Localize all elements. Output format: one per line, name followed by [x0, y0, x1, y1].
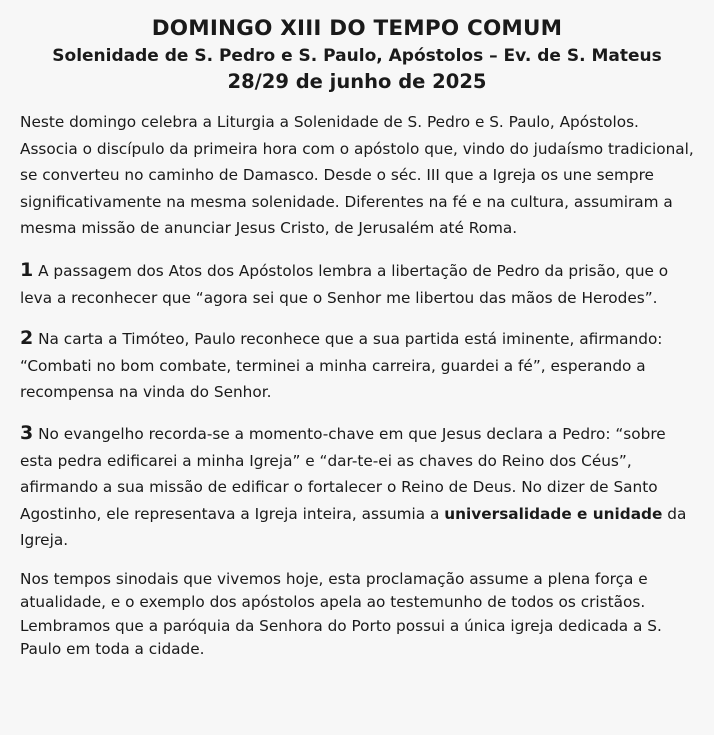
header [20, 15, 694, 95]
point-1 [20, 257, 694, 311]
point-text-emphasis: universalidade e unidade [444, 504, 663, 523]
page-title: DOMINGO XIII DO TEMPO COMUM [151, 16, 563, 41]
point-2 [20, 325, 694, 406]
point-text: No evangelho recorda-se a momento-chave em que Jesus declara a Pedro: “sobre esta pedra edificarei a minha Igreja” e “dar-te-ei as chaves do Reino dos Céus”, afirmando a sua missão de edificar o fortalecer o Reino de Deus. No dizer de Santo Agostinho, ele representava a Igreja inteira, assumia a [20, 424, 666, 523]
point-text: A passagem dos Atos dos Apóstolos lembra a libertação de Pedro da prisão, que o leva a reconhecer que “agora sei que o Senhor me libertou das mãos de Herodes”. [20, 261, 669, 307]
page-subtitle: Solenidade de S. Pedro e S. Paulo, Apóstolos – Ev. de S. Mateus [52, 46, 662, 66]
point-number: 2 [20, 327, 34, 350]
point-number: 1 [20, 258, 34, 281]
point-3 [20, 420, 694, 554]
point-text-end: da Igreja. [20, 504, 687, 550]
point-text: Na carta a Timóteo, Paulo reconhece que a sua partida está iminente, afirmando: “Combati no bom combate, terminei a minha carreira, guardei a fé”, esperando a recompensa na vinda do Senhor. [20, 330, 663, 402]
point-number: 3 [20, 421, 34, 444]
page-date: 28/29 de junho de 2025 [227, 70, 487, 93]
closing-paragraph: Nos tempos sinodais que vivemos hoje, esta proclamação assume a plena força e atualidade, e o exemplo dos apóstolos apela ao testemunho de todos os cristãos. Lembramos que a paróquia da Senhora do Porto possui a única igreja dedicada a S. Paulo em toda a cidade. [20, 569, 662, 659]
intro-paragraph: Neste domingo celebra a Liturgia a Solenidade de S. Pedro e S. Paulo, Apóstolos. Associa o discípulo da primeira hora com o apóstolo que, vindo do judaísmo tradicional, se converteu no caminho de Damasco. Desde o séc. III que a Igreja os une sempre significativamente na mesma solenidade. Diferentes na fé e na cultura, assumiram a mesma missão de anunciar Jesus Cristo, de Jerusalém até Roma. [20, 113, 694, 238]
